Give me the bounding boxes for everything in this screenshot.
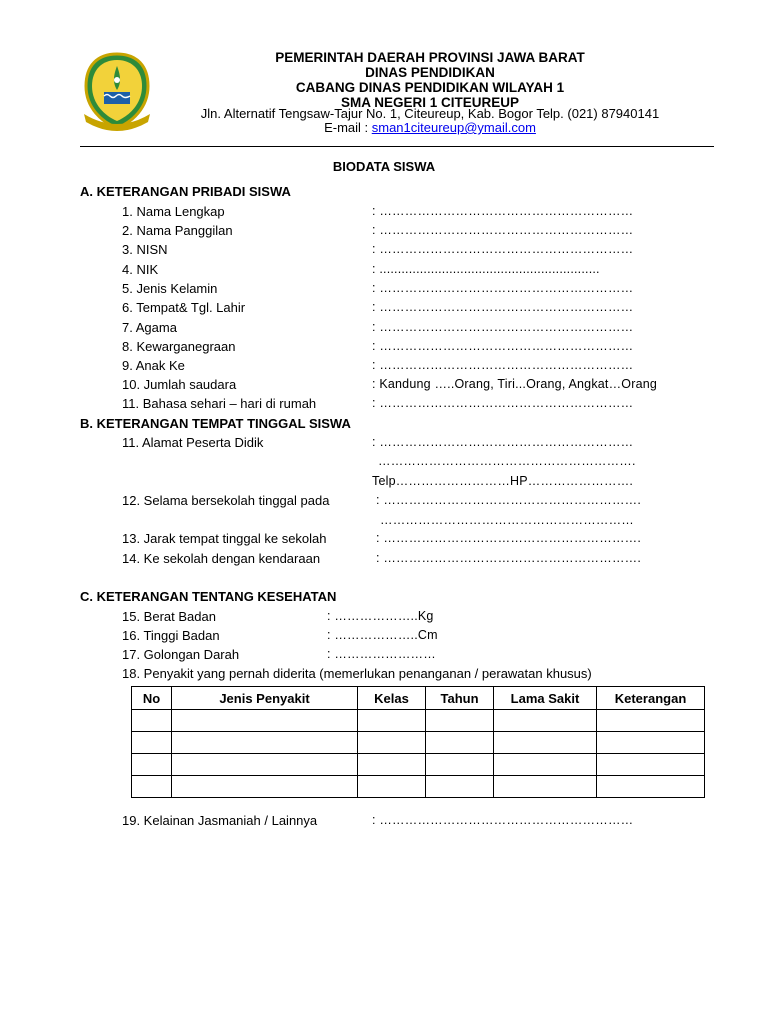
- disease-table: [131, 686, 705, 798]
- field-value[interactable]: : ……………………………………………………: [372, 204, 634, 218]
- disease-question: 18. Penyakit yang pernah diderita (memerlukan penanganan / perawatan khusus): [122, 666, 592, 681]
- table-cell[interactable]: [426, 754, 494, 776]
- table-cell[interactable]: [132, 732, 172, 754]
- field-value[interactable]: : ……………………………………………………: [372, 223, 634, 237]
- table-cell[interactable]: [597, 710, 705, 732]
- field-value[interactable]: : …………………………………………………….: [376, 551, 642, 565]
- field-label: 12. Selama bersekolah tinggal pada: [122, 493, 330, 508]
- header-address: Jln. Alternatif Tengsaw-Tajur No. 1, Citeureup, Kab. Bogor Telp. (021) 87940141: [200, 106, 660, 121]
- table-cell[interactable]: [426, 732, 494, 754]
- table-row: [132, 732, 705, 754]
- table-cell[interactable]: [494, 732, 597, 754]
- table-row: [132, 754, 705, 776]
- field-label: 6. Tempat& Tgl. Lahir: [122, 300, 246, 315]
- table-cell[interactable]: [494, 754, 597, 776]
- table-header-row: [132, 687, 705, 710]
- header-line-agency: DINAS PENDIDIKAN: [365, 65, 495, 80]
- field-value[interactable]: : ……………………………………………………: [372, 339, 634, 353]
- field-label: 2. Nama Panggilan: [122, 223, 233, 238]
- field-value[interactable]: : …………………………………………………….: [376, 493, 642, 507]
- header-line-branch: CABANG DINAS PENDIDIKAN WILAYAH 1: [295, 80, 565, 95]
- field-value[interactable]: : ………………..Cm: [327, 628, 438, 642]
- field-value[interactable]: : ……………………………………………………: [372, 396, 634, 410]
- field-label: 7. Agama: [122, 320, 177, 335]
- table-cell[interactable]: [172, 754, 358, 776]
- field-value[interactable]: : ……………………………………………………: [372, 281, 634, 295]
- field-value[interactable]: : ……………………………………………………: [372, 435, 634, 449]
- table-cell[interactable]: [597, 754, 705, 776]
- field-value[interactable]: : ……………………: [327, 647, 436, 661]
- table-cell[interactable]: [172, 710, 358, 732]
- table-row: [132, 776, 705, 798]
- phone-field[interactable]: Telp………………………HP…………………….: [372, 474, 634, 488]
- table-cell[interactable]: [172, 776, 358, 798]
- table-cell[interactable]: [358, 710, 426, 732]
- column-header-duration: Lama Sakit: [494, 687, 597, 710]
- column-header-class: Kelas: [358, 687, 426, 710]
- header-email-line: [150, 120, 710, 135]
- table-cell[interactable]: [597, 732, 705, 754]
- field-label: 3. NISN: [122, 242, 168, 257]
- table-cell[interactable]: [426, 710, 494, 732]
- header-divider: [80, 146, 714, 147]
- field-value[interactable]: : ………………..Kg: [327, 609, 434, 623]
- field-label: 11. Alamat Peserta Didik: [122, 435, 264, 450]
- field-value[interactable]: : ……………………………………………………: [372, 320, 634, 334]
- document-title: BIODATA SISWA: [332, 159, 436, 174]
- email-label: E-mail :: [324, 120, 372, 135]
- field-value[interactable]: : ……………………………………………………: [372, 242, 634, 256]
- field-label: 4. NIK: [122, 262, 159, 277]
- section-c-title: C. KETERANGAN TENTANG KESEHATAN: [80, 589, 337, 604]
- table-row: [132, 710, 705, 732]
- table-cell[interactable]: [132, 776, 172, 798]
- field-label: 11. Bahasa sehari – hari di rumah: [122, 396, 317, 411]
- field-value[interactable]: : Kandung …..Orang, Tiri...Orang, Angkat…Orang: [372, 377, 658, 391]
- column-header-year: Tahun: [426, 687, 494, 710]
- field-value[interactable]: : ……………………………………………………: [372, 813, 634, 827]
- field-label: 9. Anak Ke: [122, 358, 185, 373]
- section-a-title: A. KETERANGAN PRIBADI SISWA: [80, 184, 291, 199]
- field-label: 1. Nama Lengkap: [122, 204, 225, 219]
- field-value-continuation[interactable]: …………………………………………………….: [378, 454, 636, 468]
- field-value-continuation[interactable]: ……………………………………………………: [380, 513, 634, 527]
- field-label: 19. Kelainan Jasmaniah / Lainnya: [122, 813, 318, 828]
- field-label: 14. Ke sekolah dengan kendaraan: [122, 551, 321, 566]
- field-label: 16. Tinggi Badan: [122, 628, 220, 643]
- field-label: 15. Berat Badan: [122, 609, 216, 624]
- table-cell[interactable]: [426, 776, 494, 798]
- field-value[interactable]: : ……………………………………………………: [372, 300, 634, 314]
- section-b-title: B. KETERANGAN TEMPAT TINGGAL SISWA: [80, 416, 351, 431]
- header-line-province: PEMERINTAH DAERAH PROVINSI JAWA BARAT: [275, 50, 585, 65]
- field-label: 10. Jumlah saudara: [122, 377, 237, 392]
- table-cell[interactable]: [132, 754, 172, 776]
- table-cell[interactable]: [132, 710, 172, 732]
- table-cell[interactable]: [172, 732, 358, 754]
- field-label: 13. Jarak tempat tinggal ke sekolah: [122, 531, 327, 546]
- table-cell[interactable]: [597, 776, 705, 798]
- email-link[interactable]: sman1citeureup@ymail.com: [371, 120, 536, 135]
- field-value[interactable]: : ............................................................: [372, 262, 600, 276]
- field-label: 17. Golongan Darah: [122, 647, 240, 662]
- table-cell[interactable]: [358, 754, 426, 776]
- school-emblem-logo: [82, 52, 152, 132]
- field-value[interactable]: : …………………………………………………….: [376, 531, 642, 545]
- field-value[interactable]: : ……………………………………………………: [372, 358, 634, 372]
- table-cell[interactable]: [494, 776, 597, 798]
- table-cell[interactable]: [358, 776, 426, 798]
- column-header-notes: Keterangan: [597, 687, 705, 710]
- column-header-no: No: [132, 687, 172, 710]
- table-cell[interactable]: [358, 732, 426, 754]
- column-header-disease: Jenis Penyakit: [172, 687, 358, 710]
- field-label: 8. Kewarganegraan: [122, 339, 236, 354]
- header-line-school: SMA NEGERI 1 CITEUREUP: [340, 95, 520, 110]
- field-label: 5. Jenis Kelamin: [122, 281, 218, 296]
- table-cell[interactable]: [494, 710, 597, 732]
